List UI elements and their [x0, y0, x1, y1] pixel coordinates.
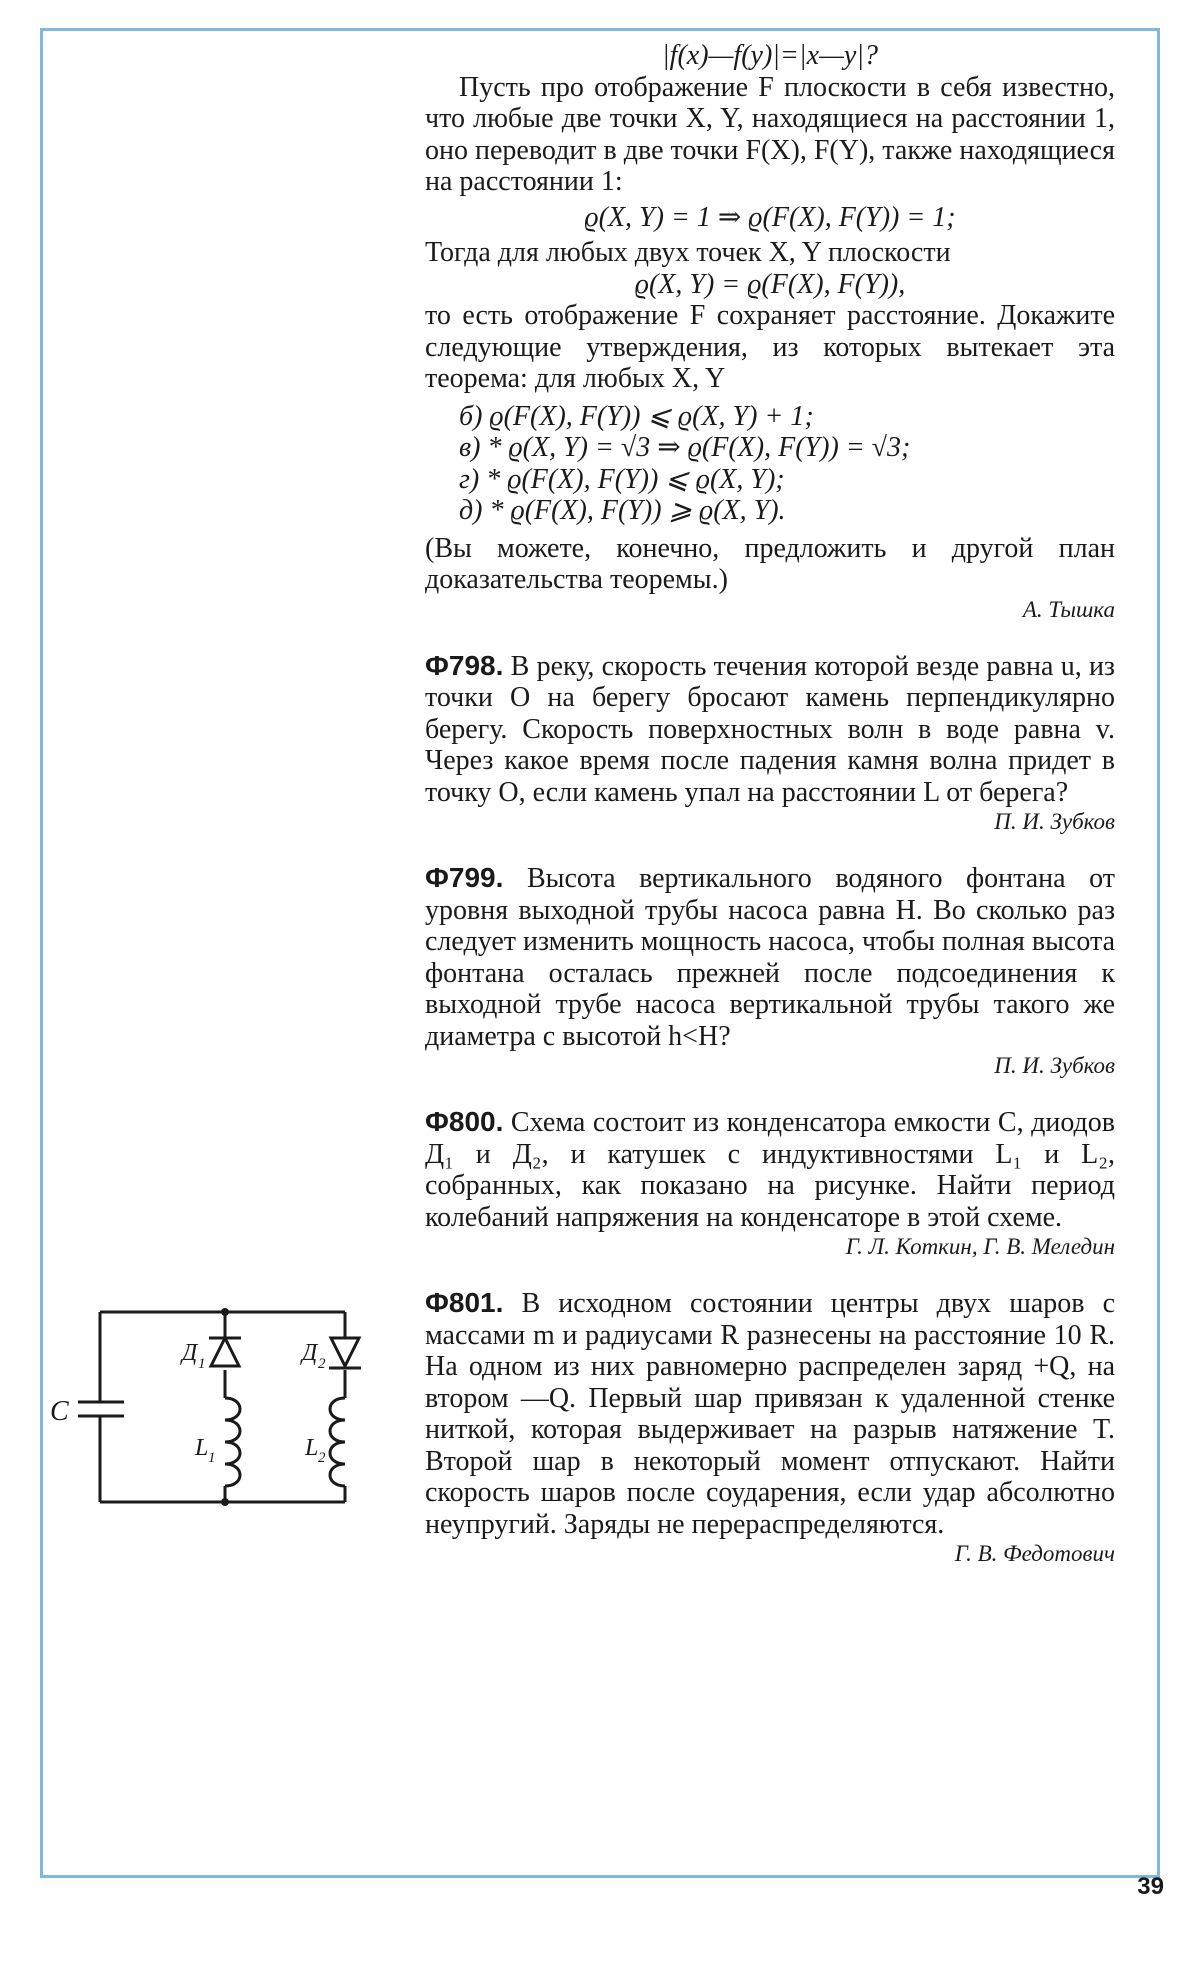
problem-number: Ф799. — [425, 862, 504, 893]
coil-2-label: L — [305, 1435, 319, 1461]
formula-1: ϱ(X, Y) = 1 ⇒ ϱ(F(X), F(Y)) = 1; — [584, 201, 956, 233]
case-g: г) * ϱ(F(X), F(Y)) ⩽ ϱ(X, Y); — [459, 463, 785, 495]
intro-author: А. Тышка — [1022, 596, 1115, 622]
coil-1 — [225, 1398, 240, 1486]
problem-text: В исходном состоянии центры двух шаров с массами m и радиусами R разнесены на расстояние 10 R. На одном из них равномерно распределен заряд +Q, на втором —Q. Первый шар привязан к удаленной стенке ниткой, которая выдерживает на разрыв натяжение T. Второй шар в некоторый момент отпускают. Найти скорость шаров после соударения, если удар абсолютно неупругий. Заряды не перераспределяются. — [425, 1288, 1115, 1540]
coil-1-label: L — [195, 1435, 209, 1461]
problem-number: Ф800. — [425, 1106, 504, 1137]
problem-author: П. И. Зубков — [994, 1053, 1115, 1078]
intro-paragraph: Пусть про отображение F плоскости в себя известно, что любые две точки X, Y, находящиеся на расстоянии 1, оно переводит в две точки F(X), F(Y), также находящиеся на расстоянии 1: — [425, 71, 1115, 197]
diode-1-triangle — [211, 1338, 239, 1366]
capacitor-label: C — [50, 1396, 69, 1427]
case-b: б) ϱ(F(X), F(Y)) ⩽ ϱ(X, Y) + 1; — [459, 400, 814, 432]
problem-author: Г. Л. Коткин, Г. В. Меледин — [845, 1234, 1115, 1259]
page-number: 39 — [1137, 1873, 1164, 1900]
intro-note: (Вы можете, конечно, предложить и другой план доказательства теоремы.) — [425, 532, 1115, 595]
case-v: в) * ϱ(X, Y) = √3 ⇒ ϱ(F(X), F(Y)) = √3; — [459, 432, 911, 463]
diode-1-sub: 1 — [198, 1356, 206, 1372]
junction-bottom — [221, 1498, 229, 1506]
cases-list — [425, 401, 1115, 527]
junction-top — [221, 1308, 229, 1316]
circuit-diagram — [40, 1290, 380, 1520]
coil-2 — [330, 1398, 345, 1486]
header-formula: |f(x)—f(y)|=|x—y|? — [661, 40, 879, 71]
problem-text: В реку, скорость течения которой везде равна u, из точки O на берегу бросают камень перпендикулярно берегу. Скорость поверхностных волн в воде равна v. Через какое время после падения камня волна придет в точку O, если камень упал на расстоянии L от берега? — [425, 650, 1115, 808]
problem-f800 — [425, 1106, 1115, 1261]
problem-number: Ф798. — [425, 649, 504, 681]
problem-author: Г. В. Федотович — [954, 1541, 1115, 1566]
problem-f801 — [425, 1287, 1115, 1568]
coil-1-sub: 1 — [208, 1450, 216, 1466]
problem-text: Высота вертикального водяного фонтана от уровня выходной трубы насоса равна H. Во сколько раз следует изменить мощность насоса, чтобы полная высота фонтана осталась прежней после подсоединения к выходной трубе насоса вертикальной трубы такого же диаметра с высотой h<H? — [425, 863, 1115, 1052]
problem-f798 — [425, 650, 1115, 837]
problem-number: Ф801. — [425, 1287, 504, 1318]
diode-2-sub: 2 — [318, 1356, 326, 1372]
case-d: д) * ϱ(F(X), F(Y)) ⩾ ϱ(X, Y). — [459, 495, 786, 526]
problem-f799 — [425, 862, 1115, 1080]
intro-text-3: то есть отображение F сохраняет расстояние. Докажите следующие утверждения, из которых вытекает эта теорема: для любых X, Y — [425, 300, 1115, 394]
formula-2: ϱ(X, Y) = ϱ(F(X), F(Y)), — [634, 268, 906, 300]
coil-2-sub: 2 — [318, 1450, 326, 1466]
diode-1-label: Д — [182, 1340, 198, 1366]
diode-2-triangle — [331, 1338, 359, 1366]
intro-text-2: Тогда для любых двух точек X, Y плоскости — [425, 237, 951, 268]
problem-text: Схема состоит из конденсатора емкости C, диодов Д₁ и Д₂, и катушек с индуктивностями L₁ и L₂, собранных, как показано на рисунке. Найти период колебаний напряжения на конденсаторе в этой схеме. — [425, 1107, 1115, 1233]
problem-author: П. И. Зубков — [994, 809, 1115, 834]
text-column — [425, 40, 1115, 1568]
diode-2-label: Д — [302, 1340, 318, 1366]
